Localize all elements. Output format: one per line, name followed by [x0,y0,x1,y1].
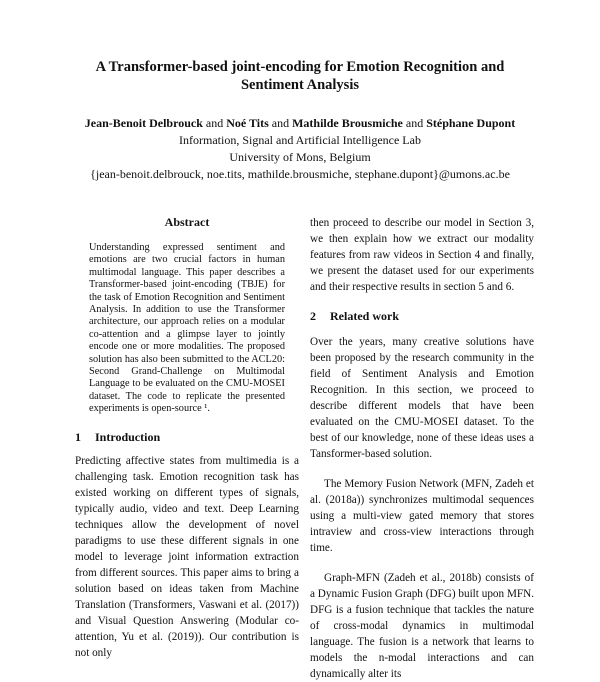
related-work-paragraph-3: Graph-MFN (Zadeh et al., 2018b) consists of a Dynamic Fusion Graph (DFG) built upon MFN. DFG is a fusion technique that tackles the nature of cross-modal dynamics in multimodal language. The fusion is a network that learns to models the n-modal interactions and can dynamically alter its [310,572,534,680]
author-names [40,115,560,132]
related-work-paragraph-2: The Memory Fusion Network (MFN, Zadeh et al. (2018a)) synchronizes multimodal sequences using a multi-view gated memory that stores intraview and cross-view interactions through time. [310,478,534,554]
author-block [40,115,560,183]
title-line-1: A Transformer-based joint-encoding for Emotion Recognition and [95,59,505,75]
author-3: Mathilde Brousmiche [292,116,403,130]
paper-title [60,58,540,94]
intro-paragraph: Predicting affective states from multimedia is a challenging task. Emotion recognition task has existed working on different types of signals, typically audio, video and text. Deep Learning techniques allow the development of novel paradigms to use these different signals in one model to leverage joint information extraction from different sources. This paper aims to bring a solution based on ideas taken from Machine Translation (Transformers, Vaswani et al. (2017)) and Visual Question Answering (Modular co-attention, Yu et al. (2019)). Our contribution is not only [75,454,299,659]
continued-paragraph: then proceed to describe our model in Section 3, we then explain how we extract our modality features from raw videos in Section 4 and finally, we present the dataset used for our experiments and their respective results in section 5 and 6. [310,217,534,293]
right-column [310,215,534,682]
affiliation: Information, Signal and Artificial Intelligence Lab [179,133,421,147]
related-work-paragraph-1: Over the years, many creative solutions have been proposed by the research community in the field of Sentiment Analysis and Emotion Recognition. In this section, we proceed to describe different models that have been evaluated on the CMU-MOSEI dataset. To the best of our knowledge, none of these ideas uses a Tansformer-based solution. [310,336,534,460]
abstract-heading: Abstract [164,215,210,229]
section-heading-introduction [75,430,299,445]
title-line-2: Sentiment Analysis [240,77,360,93]
section-title: Related work [330,309,399,323]
author-sep-2: and [271,116,290,130]
author-4: Stéphane Dupont [426,116,516,130]
university: University of Mons, Belgium [229,150,371,164]
section-number: 1 [75,429,81,444]
abstract-text: Understanding expressed sentiment and emotions are two crucial factors in human multimodal language. This paper describes a Transformer-based joint-encoding (TBJE) for the task of Emotion Recognition and Sentiment Analysis. In addition to use the Transformer architecture, our approach relies on a modular co-attention and a glimpse layer to jointly encode one or more modalities. The proposed solution has also been submitted to the ACL20: Second Grand-Challenge on Multimodal Language to be evaluated on the CMU-MOSEI dataset. The code to replicate the presented experiments is open-source ¹. [89,242,285,415]
left-column [75,215,299,661]
section-number: 2 [310,309,316,323]
email-list: {jean-benoit.delbrouck, noe.tits, mathilde.brousmiche, stephane.dupont}@umons.ac.be [90,167,510,181]
author-sep-3: and [405,116,424,130]
section-heading-related-work [310,309,534,324]
author-1: Jean-Benoit Delbrouck [84,116,203,130]
author-sep-1: and [205,116,224,130]
author-2: Noé Tits [226,116,269,130]
section-title: Introduction [95,429,161,444]
